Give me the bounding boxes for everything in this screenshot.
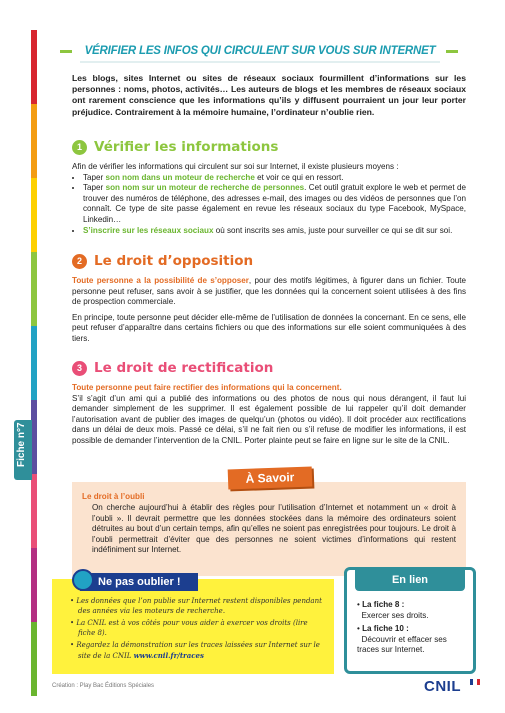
- highlight: Toute personne peut faire rectifier des informations qui la concernent.: [72, 383, 342, 392]
- section-1-list: [72, 173, 466, 237]
- list-item: • S’inscrire sur les réseaux sociaux où sont inscrits ses amis, juste pour surveiller ce qui se dit sur soi.: [83, 226, 466, 237]
- credit-text: Création : Play Bac Éditions Spéciales: [52, 683, 155, 689]
- section-1-number: 1: [72, 140, 87, 155]
- ne-pas-oublier-tag: [80, 573, 198, 591]
- stripe-segment: [31, 104, 37, 178]
- a-savoir-tag: À Savoir: [228, 467, 313, 490]
- highlight: son nom dans un moteur de recherche: [105, 172, 255, 182]
- section-1-body: [72, 162, 466, 236]
- section-2-heading: [72, 250, 253, 272]
- section-2-number: 2: [72, 254, 87, 269]
- title-dash-right: [446, 50, 458, 53]
- highlight: Toute personne a la possibilité de s’opposer: [72, 276, 249, 285]
- pushpin-icon: [72, 569, 94, 591]
- en-lien-box: [344, 567, 476, 674]
- stripe-segment: [31, 178, 37, 252]
- section-3-paragraph-1: [72, 383, 466, 394]
- a-savoir-box: [72, 470, 466, 576]
- fiche-tab-label: Fiche n°7: [16, 422, 27, 467]
- ne-pas-oublier-label: Ne pas oublier !: [98, 576, 181, 588]
- section-3-paragraph-2: S’il s’agit d’un ami qui a publié des informations ou des photos de nous qui nous dérangent, il faut lui demander simplement de les supprimer. Il est également possible de lui rappeler qu’il doit demander l’autorisation avant de publier des images de quelqu’un (photos ou vidéo). Il doit procéder aux rectifications dans un délai de deux mois. Passé ce délai, s’il ne fait rien ou s’il refuse de modifier les informations, il est possible de demander l’intervention de la CNIL. Porter plainte peut se faire en ligne sur le site de la CNIL.: [72, 393, 466, 445]
- en-lien-title: En lien: [355, 569, 465, 591]
- list-item: • Taper son nom sur un moteur de recherche de personnes. Cet outil gratuit explore le web et permet de trouver des numéros de téléphone, des adresses e-mail, des images ou des vidéos de personnes que l’on connaît. Ce type de site passe également en revue les réseaux sociaux du type Facebook, MySpace, Linkedin…: [83, 183, 466, 225]
- list-item: • La fiche 8 : Exercer ses droits.: [357, 600, 429, 620]
- a-savoir-body: On cherche aujourd’hui à établir des règles pour l’utilisation d’Internet et notamment un « droit à l’oubli ». Il devrait permettre que les données stockées dans la mémoire des ordinateurs soient détruites au bout d’un certain temps, afin qu’elles ne soient pas enregistrées pour toujours. Le droit à l’oubli permettrait d’éviter que des personnes ne soient victimes d’informations qui restent indéfiniment sur Internet.: [92, 503, 456, 555]
- highlight: son nom sur un moteur de recherche de personnes: [105, 183, 305, 193]
- color-stripe: [31, 30, 37, 696]
- a-savoir-content: [82, 492, 456, 555]
- section-3-number: 3: [72, 361, 87, 376]
- ne-pas-oublier-list: [70, 597, 326, 664]
- title-banner: [60, 40, 458, 62]
- section-3-body: [72, 383, 466, 452]
- section-1-heading: [72, 136, 278, 158]
- stripe-segment: [31, 622, 37, 696]
- stripe-segment: [31, 30, 37, 104]
- intro-paragraph: Les blogs, sites Internet ou sites de réseaux sociaux fourmillent d’informations sur les personnes : noms, photos, activités… Les auteurs de blogs et les membres de réseaux sociaux ont rarement conscience que les informations qu’ils y diffusent pourraient un jour leur porter préjudice. Contrairement à la mémoire humaine, l’ordinateur n’oublie rien.: [72, 73, 466, 117]
- stripe-segment: [31, 252, 37, 326]
- list-item: • La fiche 10 : Découvrir et effacer ses traces sur Internet.: [357, 624, 447, 654]
- a-savoir-subtitle: Le droit à l’oubli: [82, 492, 145, 501]
- section-3-title: Le droit de rectification: [94, 360, 274, 376]
- section-1-lead: Afin de vérifier les informations qui circulent sur soi sur Internet, il existe plusieurs moyens :: [72, 162, 399, 171]
- cnil-logo: CNIL: [424, 678, 461, 695]
- list-item: • Taper son nom dans un moteur de recherche et voir ce qui en ressort.: [83, 173, 466, 184]
- cnil-traces-link[interactable]: www.cnil.fr/traces: [133, 650, 204, 660]
- section-2-paragraph-2: En principe, toute personne peut décider elle-même de l’utilisation de données la concernant. En ce sens, elle peut refuser d’apparaître dans certains fichiers ou que des informations sur elle soient communiquées à des tiers.: [72, 312, 466, 343]
- stripe-segment: [31, 326, 37, 400]
- highlight: S’inscrire sur les réseaux sociaux: [83, 225, 214, 235]
- page-title: VÉRIFIER LES INFOS QUI CIRCULENT SUR VOUS SUR INTERNET: [80, 41, 440, 63]
- list-item: • La CNIL est à vos côtés pour vous aider à exercer vos droits (lire fiche 8).: [70, 619, 308, 637]
- en-lien-list: [357, 600, 467, 659]
- flag-icon: [470, 679, 480, 685]
- section-3-heading: [72, 357, 273, 379]
- list-item: • Regardez la démonstration sur les traces laissées sur Internet sur le site de la CNIL www.cnil.fr/traces: [70, 641, 320, 660]
- section-2-paragraph-1: Toute personne a la possibilité de s’opposer, pour des motifs légitimes, à figurer dans un fichier. Toute personne peut refuser, sans avoir à se justifier, que les données qui la concernent soient utilisées à des fins de prospection commerciale.: [72, 276, 466, 307]
- title-dash-left: [60, 50, 72, 53]
- fiche-tab: [14, 420, 32, 480]
- section-2-title: Le droit d’opposition: [94, 253, 254, 269]
- section-2-body: [72, 276, 466, 350]
- stripe-segment: [31, 474, 37, 548]
- section-1-title: Vérifier les informations: [94, 139, 279, 155]
- list-item: • Les données que l’on publie sur Internet restent disponibles pendant des années via les moteurs de recherche.: [70, 597, 322, 615]
- stripe-segment: [31, 548, 37, 622]
- ne-pas-oublier-box: [52, 576, 334, 674]
